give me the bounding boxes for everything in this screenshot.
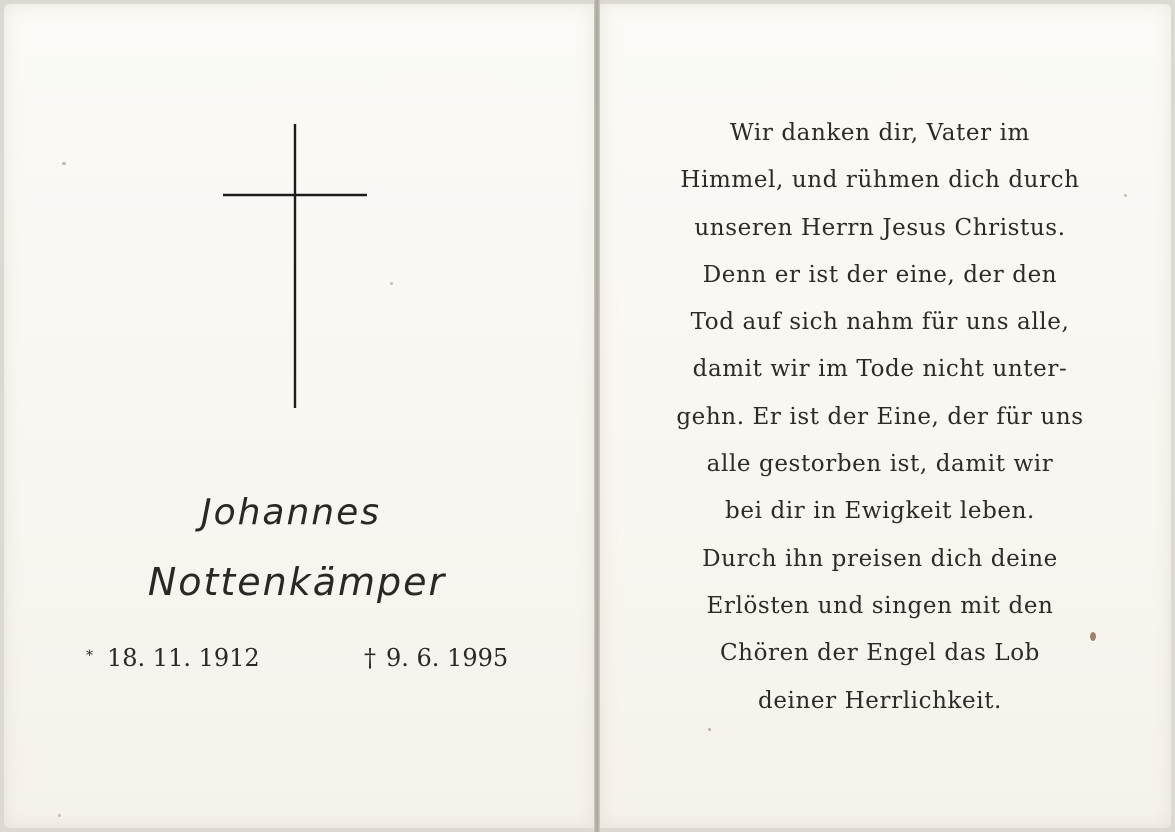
birth-star-icon: * xyxy=(86,648,93,664)
prayer-line: bei dir in Ewigkeit leben. xyxy=(725,498,1035,525)
prayer-text xyxy=(600,110,1160,725)
prayer-line: Himmel, und rühmen dich durch xyxy=(680,167,1080,194)
birth-date-line xyxy=(86,644,260,672)
prayer-line: Denn er ist der eine, der den xyxy=(702,261,1058,288)
prayer-line: gehn. Er ist der Eine, der für uns xyxy=(676,403,1084,430)
prayer-line: damit wir im Tode nicht unter- xyxy=(692,356,1068,383)
prayer-line: Erlösten und singen mit den xyxy=(706,592,1054,619)
prayer-line: deiner Herrlichkeit. xyxy=(758,687,1002,714)
death-dagger-icon: † xyxy=(364,644,376,672)
left-panel xyxy=(4,4,594,828)
prayer-line: Tod auf sich nahm für uns alle, xyxy=(690,309,1070,336)
first-name: Johannes xyxy=(200,492,382,533)
paper-speck xyxy=(708,728,711,731)
paper-speck xyxy=(390,282,393,285)
death-date: 9. 6. 1995 xyxy=(386,644,509,672)
paper-speck xyxy=(62,162,66,165)
death-date-line xyxy=(364,644,508,672)
paper-speck xyxy=(58,814,61,817)
prayer-line: alle gestorben ist, damit wir xyxy=(706,451,1054,478)
prayer-line: Durch ihn preisen dich deine xyxy=(702,545,1058,572)
cross-icon xyxy=(219,122,371,410)
prayer-line: Wir danken dir, Vater im xyxy=(730,120,1030,146)
birth-date: 18. 11. 1912 xyxy=(107,644,260,672)
prayer-line: unseren Herrn Jesus Christus. xyxy=(694,214,1066,241)
prayer-line: Chören der Engel das Lob xyxy=(719,640,1041,667)
last-name: Nottenkämper xyxy=(147,560,447,604)
